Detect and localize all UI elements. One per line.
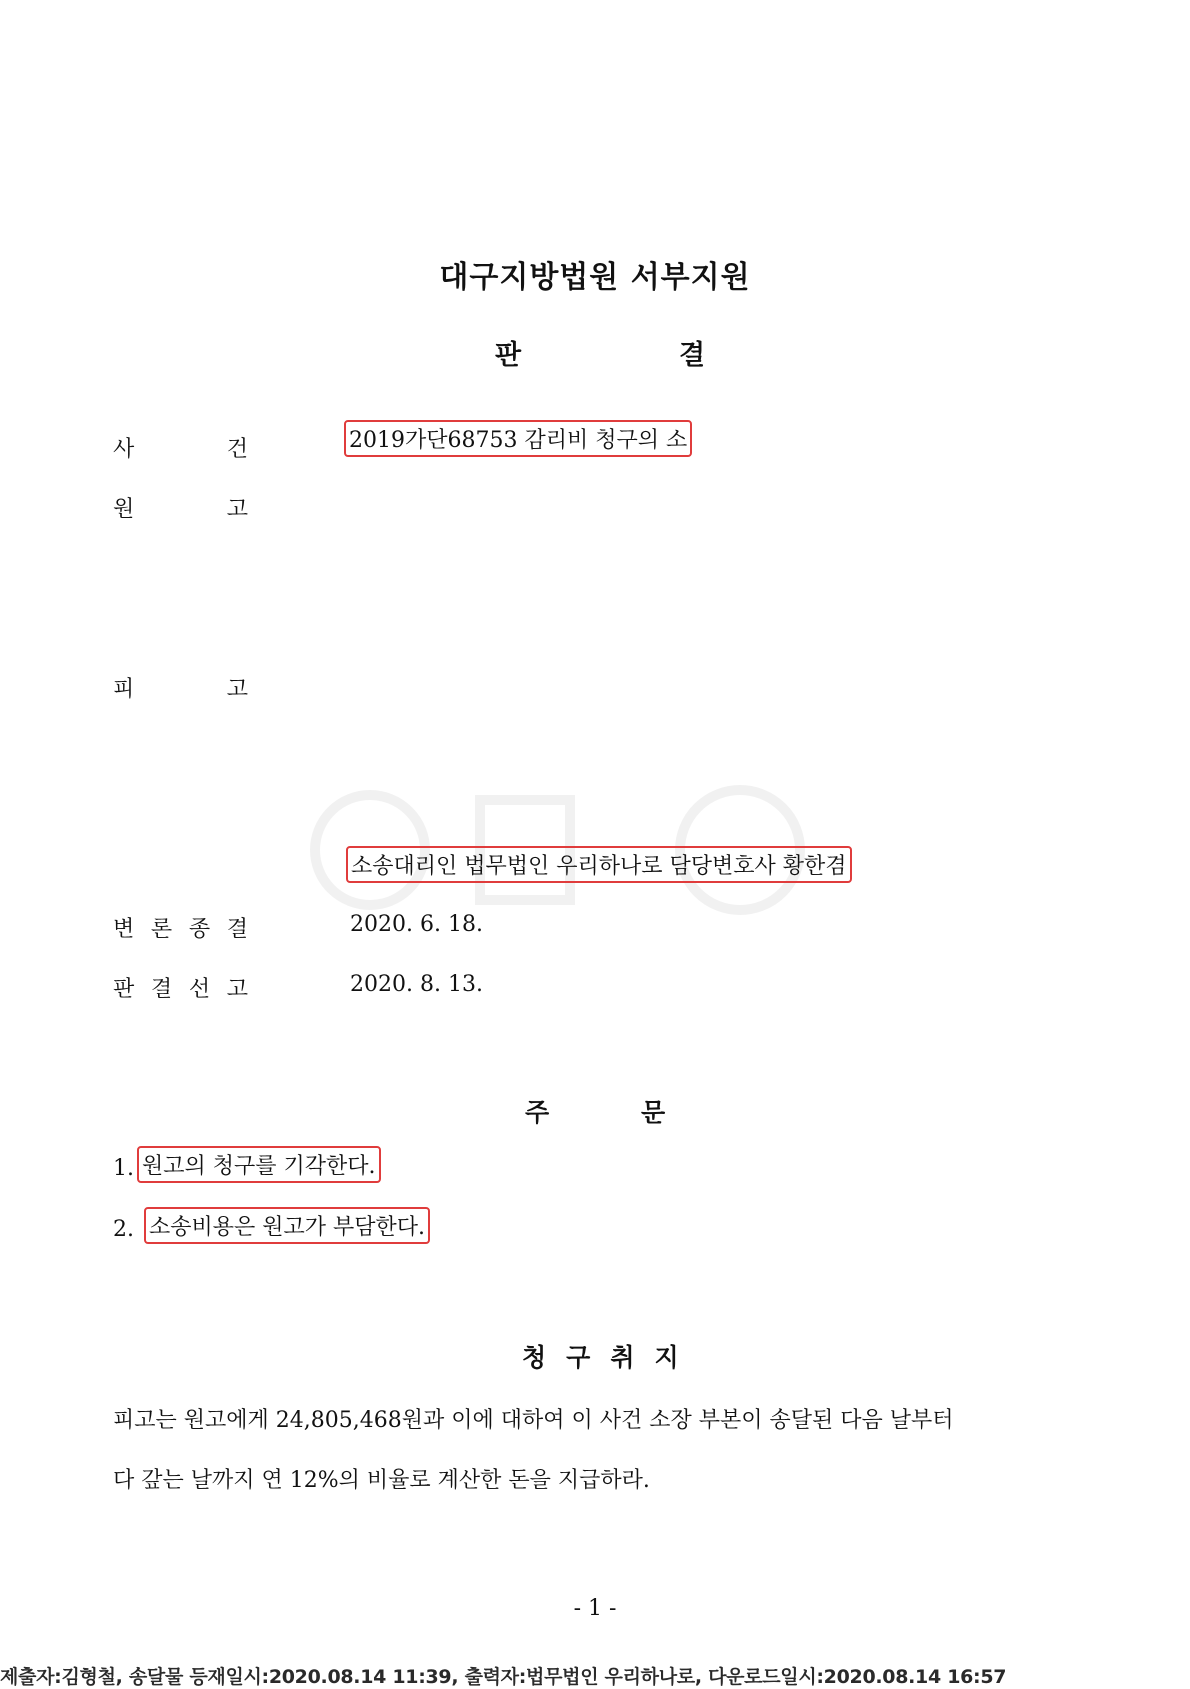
- case-number: 2019가단68753 감리비 청구의 소: [349, 428, 688, 453]
- order-item-1-text: 원고의 청구를 기각한다.: [142, 1154, 376, 1179]
- order-heading-char-1: 주: [525, 1098, 550, 1127]
- order-item-2-box: [144, 1207, 430, 1244]
- court-name: 대구지방법원 서부지원: [439, 260, 751, 295]
- order-item-1-box: [137, 1146, 381, 1183]
- judgment-date: 2020. 8. 13.: [350, 972, 483, 997]
- download-footer: 제출자:김형철, 송달물 등재일시:2020.08.14 11:39, 출력자:법무법인 우리하나로, 다운로드일시:2020.08.14 16:57: [0, 1666, 1007, 1688]
- claim-heading: 청 구 취 지: [522, 1343, 679, 1372]
- order-item-1-number: 1.: [113, 1156, 134, 1181]
- counsel-box: [346, 846, 852, 883]
- case-number-box: [344, 420, 692, 457]
- order-item-2-text: 소송비용은 원고가 부담한다.: [149, 1215, 426, 1240]
- case-label: 사 건: [113, 437, 248, 462]
- claim-line-1: 피고는 원고에게 24,805,468원과 이에 대하여 이 사건 소장 부본이 송달된 다음 날부터: [113, 1408, 954, 1433]
- claim-line-2: 다 갚는 날까지 연 12%의 비율로 계산한 돈을 지급하라.: [113, 1468, 650, 1493]
- judgment-label: 판 결 선 고: [113, 977, 248, 1002]
- hearing-end-date: 2020. 6. 18.: [350, 912, 483, 937]
- counsel: 소송대리인 법무법인 우리하나로 담당변호사 황한겸: [351, 854, 847, 879]
- order-item-2-number: 2.: [113, 1217, 134, 1242]
- title-char-1: 판: [495, 340, 522, 371]
- title-char-2: 결: [679, 340, 706, 371]
- defendant-label: 피 고: [113, 677, 248, 702]
- plaintiff-label: 원 고: [113, 497, 248, 522]
- page-number: - 1 -: [573, 1596, 617, 1621]
- hearing-end-label: 변 론 종 결: [113, 917, 248, 942]
- order-heading-char-2: 문: [641, 1098, 666, 1127]
